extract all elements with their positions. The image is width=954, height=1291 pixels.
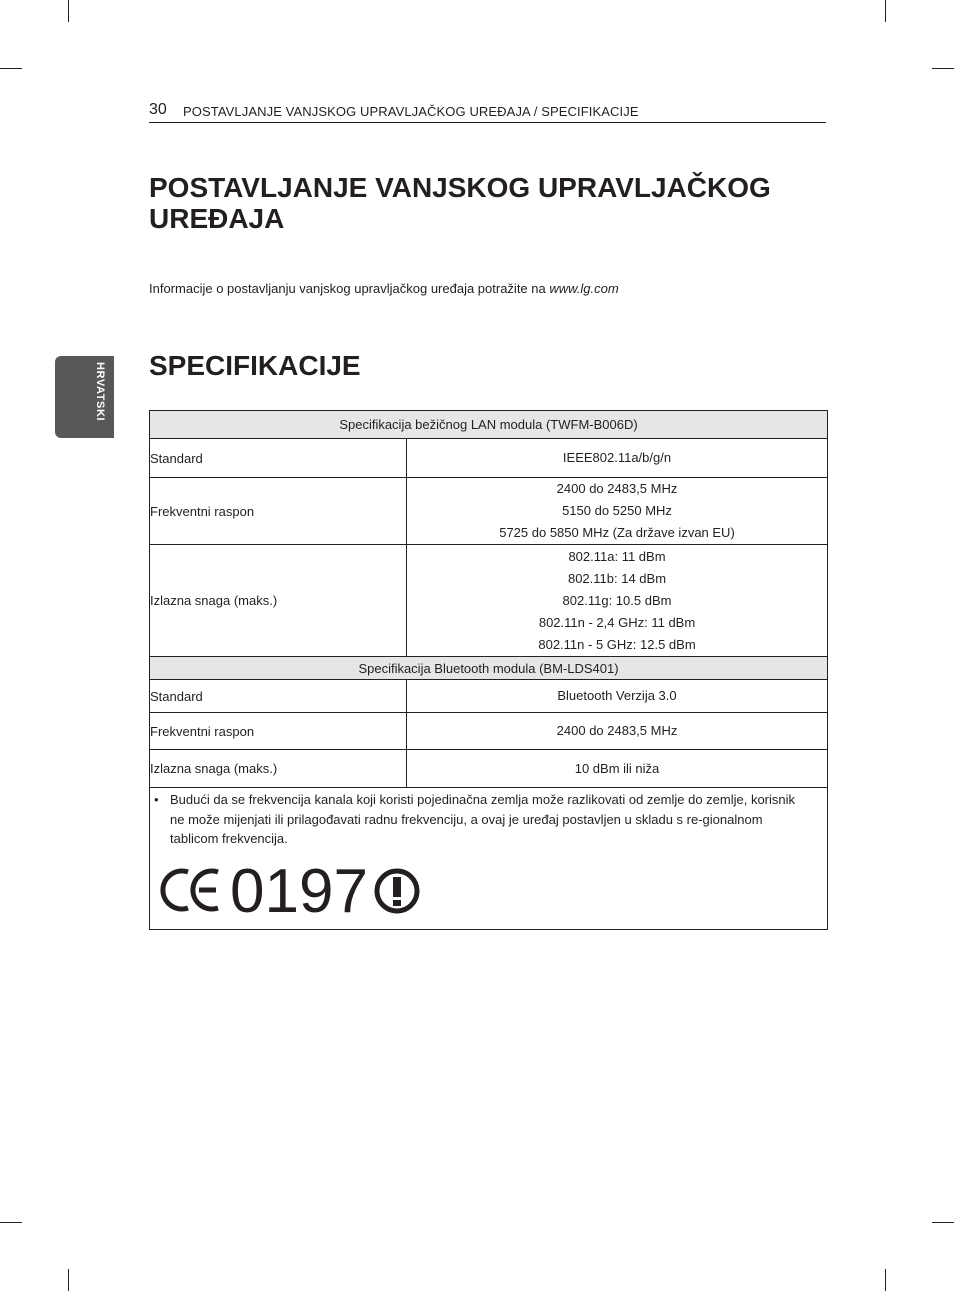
language-tab bbox=[55, 356, 114, 438]
intro-text: Informacije o postavljanju vanjskog upravljačkog uređaja potražite na bbox=[149, 281, 550, 296]
table-row bbox=[150, 439, 828, 478]
crop-mark bbox=[68, 1269, 69, 1291]
crop-mark bbox=[885, 1269, 886, 1291]
value-line: 5150 do 5250 MHz bbox=[562, 503, 672, 518]
website-link: www.lg.com bbox=[549, 281, 619, 296]
intro-paragraph bbox=[149, 281, 619, 296]
row-label: Standard bbox=[150, 439, 407, 478]
row-value bbox=[407, 750, 828, 788]
running-header bbox=[149, 100, 826, 123]
page-number: 30 bbox=[149, 101, 167, 118]
running-title: POSTAVLJANJE VANJSKOG UPRAVLJAČKOG UREĐAJA / SPECIFIKACIJE bbox=[183, 104, 639, 119]
value-line: 2400 do 2483,5 MHz bbox=[556, 481, 678, 496]
note-text: Budući da se frekvencija kanala koji koristi pojedinačna zemlja može razlikovati od zemlje do zemlje, korisnik ne može mijenjati ili prilagođavati radnu frekvenciju, a ovaj je uređaj postavljen u skladu s re-gionalnom tablicom frekvencija. bbox=[170, 792, 796, 846]
table-row bbox=[150, 750, 828, 788]
section-title-specifications: SPECIFIKACIJE bbox=[149, 350, 361, 381]
row-value bbox=[407, 478, 828, 545]
bullet: • bbox=[154, 792, 159, 807]
table-row bbox=[150, 478, 828, 545]
ce-mark-icon bbox=[163, 871, 218, 909]
row-value bbox=[407, 680, 828, 713]
bluetooth-heading: Specifikacija Bluetooth modula (BM-LDS401) bbox=[150, 657, 828, 680]
value-line: 5725 do 5850 MHz (Za države izvan EU) bbox=[499, 525, 735, 540]
wlan-heading: Specifikacija bežičnog LAN modula (TWFM-B006D) bbox=[150, 411, 828, 439]
value-line: IEEE802.11a/b/g/n bbox=[562, 450, 672, 465]
value-line: 802.11b: 14 dBm bbox=[567, 570, 667, 586]
spec-table bbox=[149, 410, 828, 930]
crop-mark bbox=[0, 1222, 22, 1223]
certification-mark bbox=[158, 862, 420, 918]
value-line: 802.11n - 5 GHz: 12.5 dBm bbox=[538, 636, 696, 652]
row-value bbox=[407, 439, 828, 478]
value-line: 802.11a: 11 dBm bbox=[568, 548, 666, 564]
table-row bbox=[150, 680, 828, 713]
table-note-row bbox=[150, 788, 828, 930]
crop-mark bbox=[0, 68, 22, 69]
language-tab-label: HRVATSKI bbox=[94, 362, 106, 422]
crop-mark bbox=[932, 68, 954, 69]
value-line: 802.11n - 2,4 GHz: 11 dBm bbox=[538, 614, 696, 630]
crop-mark bbox=[68, 0, 69, 22]
value-line: Bluetooth Verzija 3.0 bbox=[557, 688, 677, 703]
value-line: 10 dBm ili niža bbox=[574, 760, 660, 776]
alert-class-icon bbox=[377, 871, 417, 911]
value-line: 802.11g: 10.5 dBm bbox=[562, 592, 672, 608]
row-label: Frekventni raspon bbox=[150, 478, 407, 545]
table-section-header bbox=[150, 411, 828, 439]
table-row bbox=[150, 545, 828, 657]
row-value bbox=[407, 545, 828, 657]
row-label: Izlazna snaga (maks.) bbox=[150, 545, 407, 657]
compliance-note bbox=[154, 790, 810, 849]
table-row bbox=[150, 713, 828, 750]
section-title-setup: POSTAVLJANJE VANJSKOG UPRAVLJAČKOG UREĐAJA bbox=[149, 172, 771, 234]
note-cell bbox=[150, 788, 828, 930]
row-label: Standard bbox=[150, 680, 407, 713]
value-line: 2400 do 2483,5 MHz bbox=[556, 723, 678, 738]
crop-mark bbox=[932, 1222, 954, 1223]
notified-body-number: 0197 bbox=[230, 862, 368, 918]
crop-mark bbox=[885, 0, 886, 22]
row-label: Frekventni raspon bbox=[150, 713, 407, 750]
row-value bbox=[407, 713, 828, 750]
table-section-header bbox=[150, 657, 828, 680]
row-label: Izlazna snaga (maks.) bbox=[150, 750, 407, 788]
